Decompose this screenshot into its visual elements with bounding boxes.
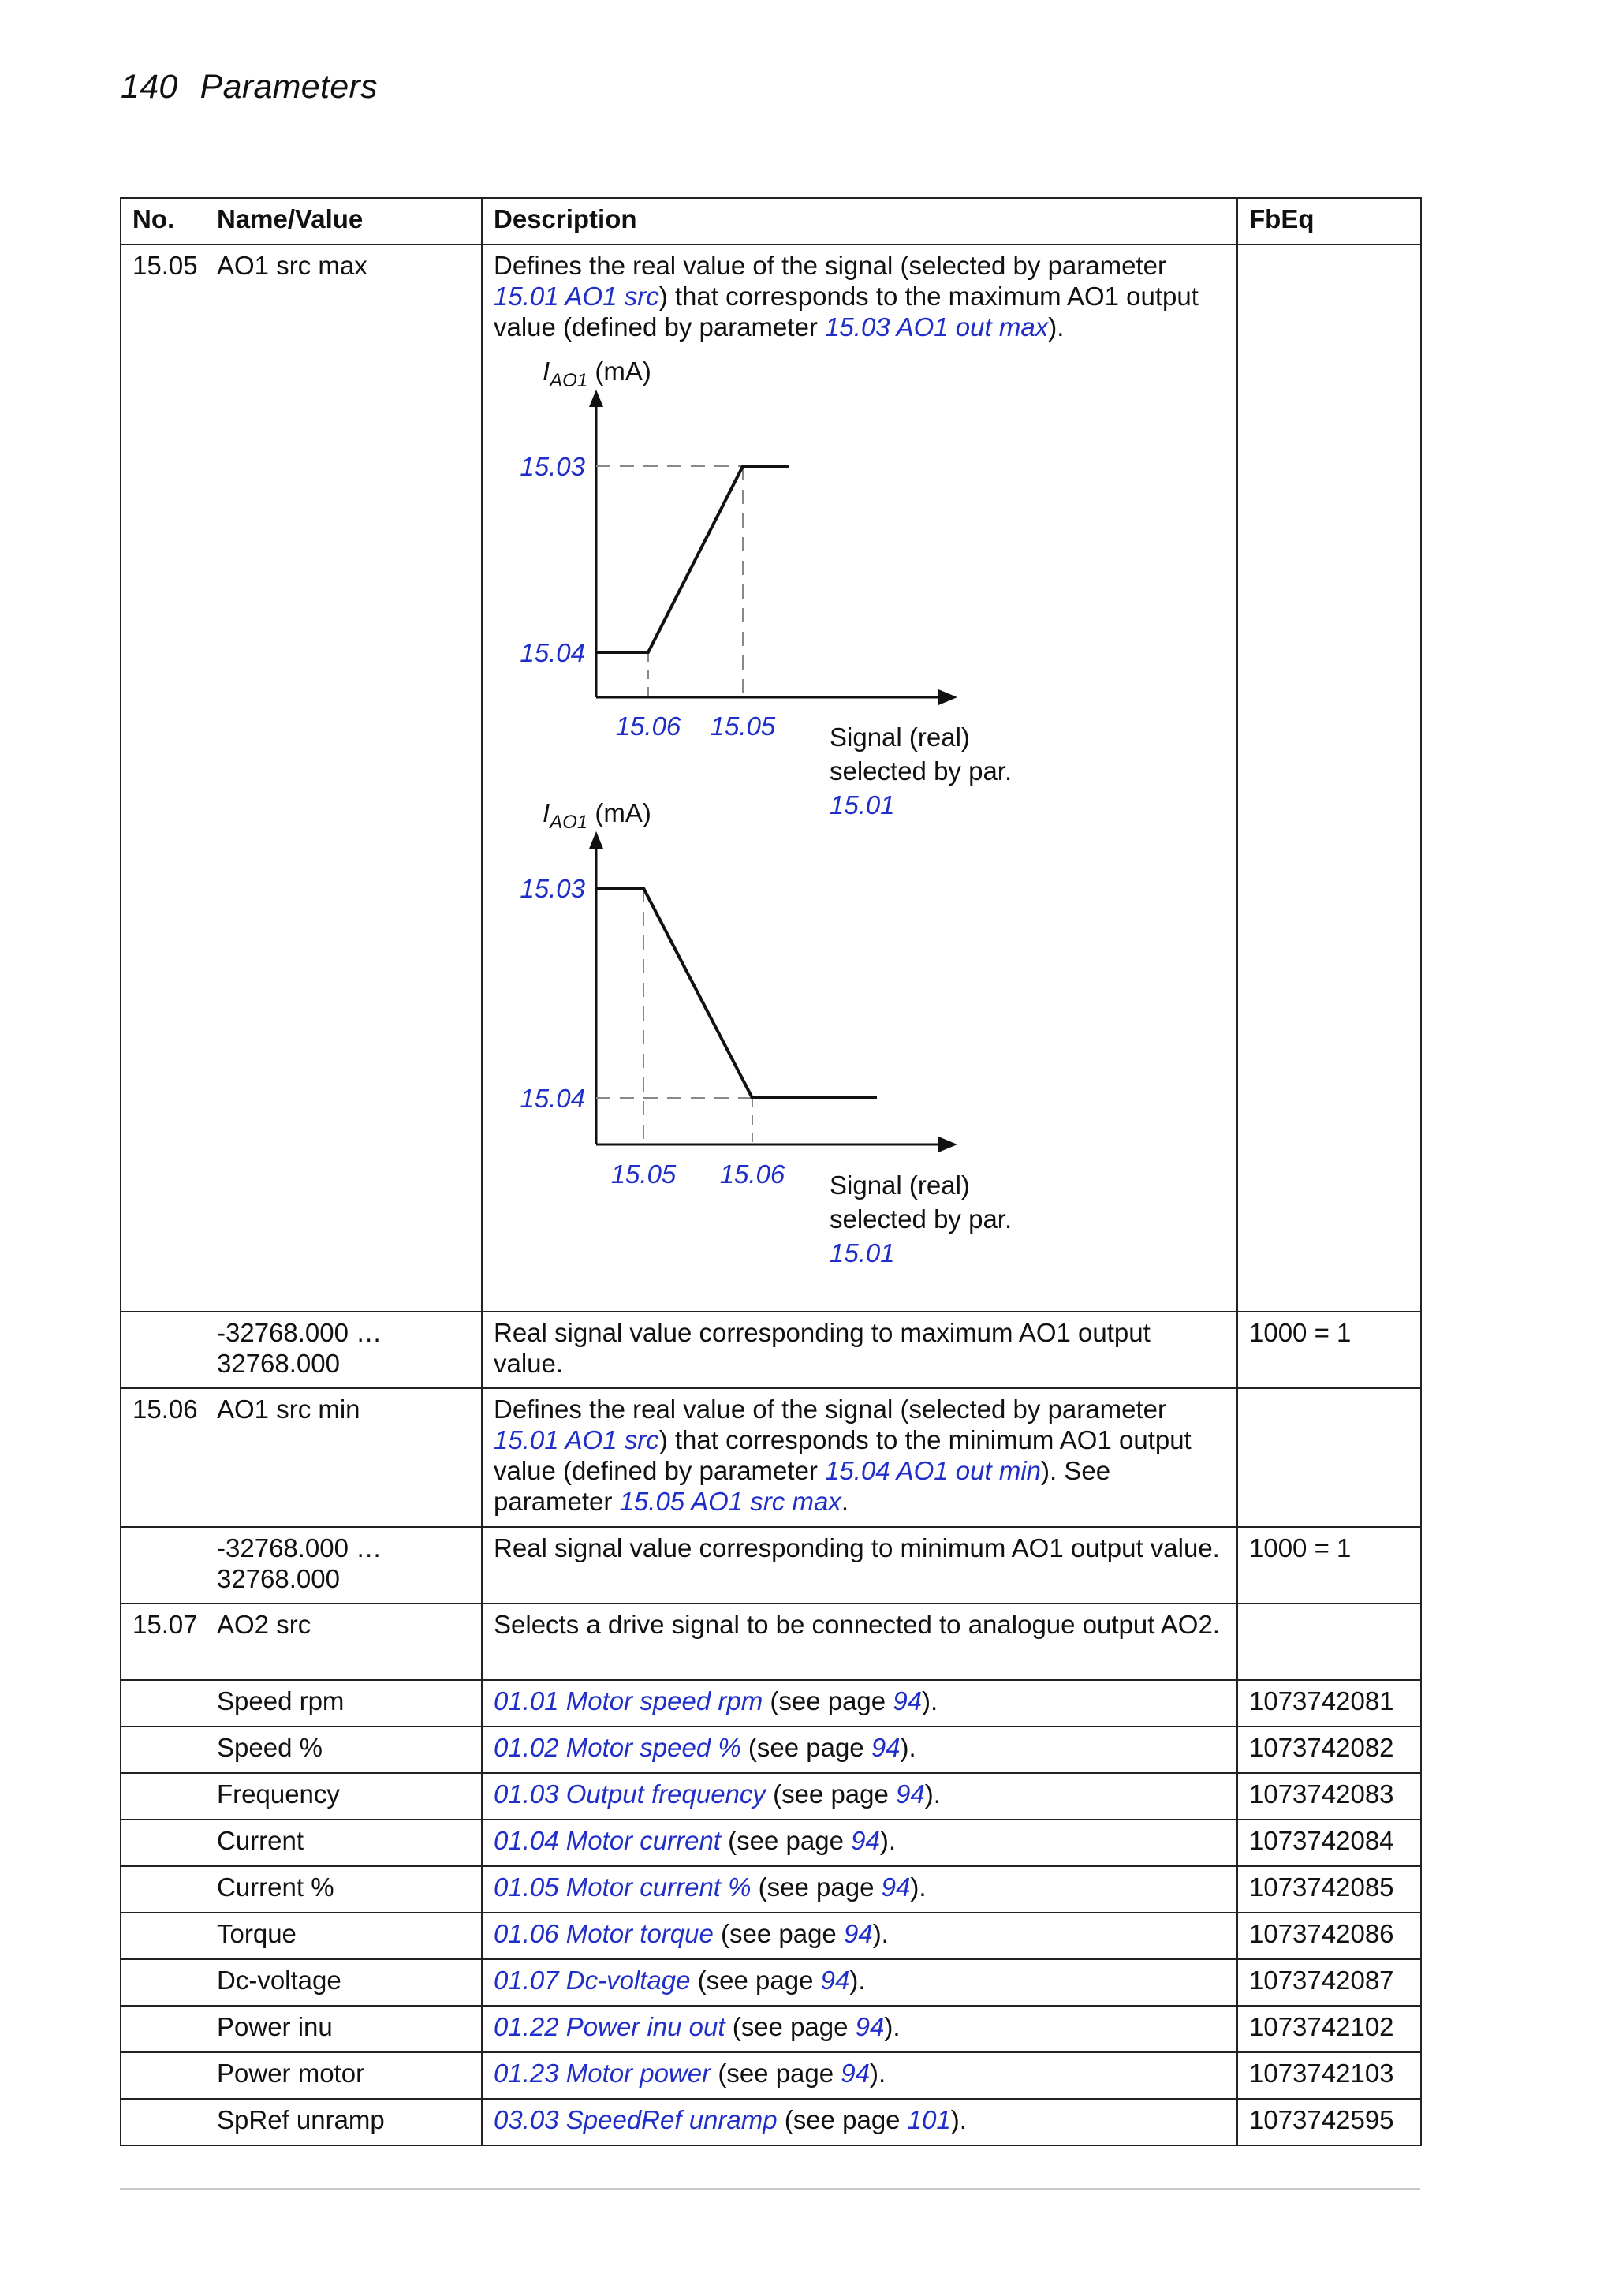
param-row-1506 [121,1388,1421,1527]
param-name: AO1 src min [206,1388,482,1527]
param-no-empty [121,1959,206,2006]
option-description: 01.23 Motor power (see page 94). [482,2052,1237,2099]
page-link[interactable]: 94 [893,1686,923,1715]
option-description: 01.03 Output frequency (see page 94). [482,1773,1237,1820]
option-row [121,1866,1421,1913]
parameter-table [120,197,1422,2146]
option-row [121,1959,1421,2006]
option-row [121,2099,1421,2145]
signal-link[interactable]: 01.01 Motor speed rpm [494,1686,763,1715]
param-link[interactable]: 15.01 AO1 src [494,282,659,311]
param-no-empty [121,1866,206,1913]
option-fbeq: 1073742081 [1237,1680,1421,1727]
col-header-fbeq: FbEq [1237,198,1421,245]
param-fbeq: 1000 = 1 [1237,1527,1421,1603]
param-value-range: -32768.000 … 32768.000 [206,1312,482,1388]
upper-y-low-label[interactable]: 15.04 [520,638,585,667]
option-name: Power motor [206,2052,482,2099]
signal-link[interactable]: 01.02 Motor speed % [494,1733,741,1762]
option-row [121,1820,1421,1866]
param-range-description: Real signal value corresponding to minimum AO1 output value. [482,1527,1237,1603]
param-range-description: Real signal value corresponding to maximum AO1 output value. [482,1312,1237,1388]
option-fbeq: 1073742103 [1237,2052,1421,2099]
param-range-row [121,1527,1421,1603]
signal-link[interactable]: 01.07 Dc-voltage [494,1966,691,1995]
option-row [121,2006,1421,2052]
option-name: Speed rpm [206,1680,482,1727]
param-no-empty [121,1680,206,1727]
upper-y-high-label[interactable]: 15.03 [520,452,585,481]
option-name: Current % [206,1866,482,1913]
option-name: Current [206,1820,482,1866]
signal-link[interactable]: 01.06 Motor torque [494,1919,714,1948]
option-row [121,2052,1421,2099]
upper-x-left-label[interactable]: 15.06 [615,711,681,741]
description-text: Defines the real value of the signal (selected by parameter 15.01 AO1 src) that corresponds to the maximum AO1 output value (defined by parameter 15.03 AO1 out max). [494,251,1207,342]
option-row [121,1913,1421,1959]
upper-x-axis-label-link[interactable]: 15.01 [830,790,895,819]
upper-x-right-label[interactable]: 15.05 [710,711,776,741]
option-name: Torque [206,1913,482,1959]
lower-x-axis-label-line2: selected by par. [830,1204,1013,1234]
option-name: Speed % [206,1727,482,1773]
signal-link[interactable]: 01.04 Motor current [494,1826,721,1855]
signal-link[interactable]: 01.05 Motor current % [494,1872,752,1902]
section-title: Parameters [200,68,378,106]
option-row [121,1773,1421,1820]
lower-y-axis-label: $I_{AO1}$ (mA) [543,798,651,833]
option-description: 01.01 Motor speed rpm (see page 94). [482,1680,1237,1727]
param-no-empty [121,2099,206,2145]
param-name: AO1 src max [206,245,482,1312]
signal-link[interactable]: 01.22 Power inu out [494,2012,725,2041]
option-fbeq: 1073742084 [1237,1820,1421,1866]
page-link[interactable]: 94 [851,1826,880,1855]
option-fbeq: 1073742086 [1237,1913,1421,1959]
option-fbeq: 1073742087 [1237,1959,1421,2006]
footer-rule [120,2188,1420,2190]
page-link[interactable]: 101 [907,2105,951,2134]
option-description: 01.02 Motor speed % (see page 94). [482,1727,1237,1773]
upper-x-axis-label-line1: Signal (real) [830,722,970,752]
option-name: Power inu [206,2006,482,2052]
upper-x-arrowhead [938,689,957,705]
lower-diagram [520,798,1012,1267]
param-link[interactable]: 15.03 AO1 out max [825,312,1049,342]
option-description: 01.05 Motor current % (see page 94). [482,1866,1237,1913]
param-range-row [121,1312,1421,1388]
param-no-empty [121,1773,206,1820]
upper-y-arrowhead [589,390,603,407]
lower-y-low-label[interactable]: 15.04 [520,1084,585,1113]
option-name: Frequency [206,1773,482,1820]
param-link[interactable]: 15.04 AO1 out min [825,1456,1042,1485]
param-no-empty [121,1820,206,1866]
option-row [121,1727,1421,1773]
param-row-1505 [121,245,1421,1312]
param-no-empty [121,1312,206,1388]
param-name: AO2 src [206,1603,482,1680]
col-header-no: No. [121,198,206,245]
lower-y-arrowhead [589,831,603,849]
option-description: 03.03 SpeedRef unramp (see page 101). [482,2099,1237,2145]
param-no: 15.05 [121,245,206,1312]
page-link[interactable]: 94 [843,1919,873,1948]
lower-x-arrowhead [938,1137,957,1152]
col-header-name: Name/Value [206,198,482,245]
param-no: 15.06 [121,1388,206,1527]
lower-y-high-label[interactable]: 15.03 [520,874,585,903]
option-description: 01.06 Motor torque (see page 94). [482,1913,1237,1959]
page-link[interactable]: 94 [820,1966,850,1995]
lower-x-right-label[interactable]: 15.06 [719,1159,785,1189]
option-name: SpRef unramp [206,2099,482,2145]
param-description [482,245,1237,1312]
option-fbeq: 1073742083 [1237,1773,1421,1820]
upper-x-axis-label-line2: selected by par. [830,756,1013,786]
param-fbeq [1237,245,1421,1312]
param-fbeq [1237,1603,1421,1680]
option-name: Dc-voltage [206,1959,482,2006]
page-header [121,68,378,106]
option-fbeq: 1073742085 [1237,1866,1421,1913]
param-row-1507 [121,1603,1421,1680]
param-no-empty [121,1913,206,1959]
signal-link[interactable]: 01.23 Motor power [494,2059,711,2088]
param-fbeq: 1000 = 1 [1237,1312,1421,1388]
lower-x-axis-label-line1: Signal (real) [830,1170,970,1200]
upper-diagram [520,357,1012,819]
page-number: 140 [121,68,178,106]
option-description: 01.22 Power inu out (see page 94). [482,2006,1237,2052]
page-link[interactable]: 94 [855,2012,885,2041]
param-no-empty [121,1527,206,1603]
param-no-empty [121,1727,206,1773]
param-value-range: -32768.000 … 32768.000 [206,1527,482,1603]
page-link[interactable]: 94 [871,1733,901,1762]
lower-output-curve [596,888,877,1098]
param-link[interactable]: 15.01 AO1 src [494,1425,659,1454]
param-fbeq [1237,1388,1421,1527]
option-fbeq: 1073742082 [1237,1727,1421,1773]
param-description: Selects a drive signal to be connected to analogue output AO2. [482,1603,1237,1680]
option-fbeq: 1073742595 [1237,2099,1421,2145]
param-link[interactable]: 15.05 AO1 src max [619,1487,841,1516]
signal-link[interactable]: 01.03 Output frequency [494,1779,766,1809]
upper-y-axis-label: $I_{AO1}$ (mA) [543,357,651,391]
signal-link[interactable]: 03.03 SpeedRef unramp [494,2105,778,2134]
scaling-diagram-svg [494,342,1227,1311]
lower-x-left-label[interactable]: 15.05 [610,1159,677,1189]
param-description: Defines the real value of the signal (selected by parameter 15.01 AO1 src) that corresponds to the minimum AO1 output value (defined by parameter 15.04 AO1 out min). See parameter 15.05 AO1 src max. [482,1388,1237,1527]
lower-x-axis-label-link[interactable]: 15.01 [830,1238,895,1267]
page-link[interactable]: 94 [896,1779,925,1809]
col-header-description: Description [482,198,1237,245]
table-header-row [121,198,1421,245]
page-link[interactable]: 94 [841,2059,870,2088]
option-fbeq: 1073742102 [1237,2006,1421,2052]
option-row [121,1680,1421,1727]
option-description: 01.04 Motor current (see page 94). [482,1820,1237,1866]
ao2-source-options [121,1680,1421,2145]
param-no-empty [121,2006,206,2052]
ao1-scaling-diagrams [494,342,1230,1311]
param-no-empty [121,2052,206,2099]
param-no: 15.07 [121,1603,206,1680]
page-link[interactable]: 94 [881,1872,911,1902]
option-description: 01.07 Dc-voltage (see page 94). [482,1959,1237,2006]
upper-output-curve [596,466,789,652]
